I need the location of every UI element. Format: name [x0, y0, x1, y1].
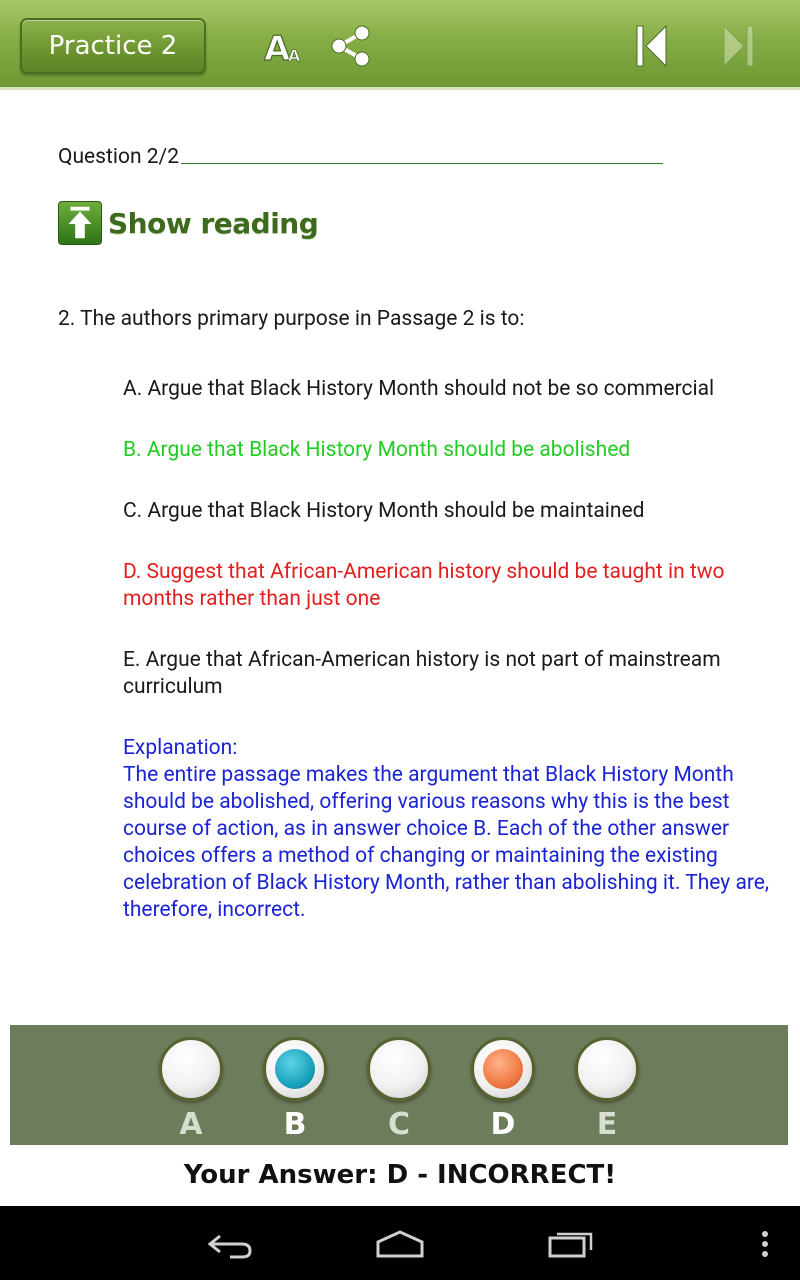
show-reading-label: Show reading	[108, 206, 319, 240]
question-counter: Question 2/2	[58, 145, 180, 169]
option-letter-b: B	[283, 1107, 307, 1142]
top-toolbar	[0, 0, 800, 90]
selected-dot	[483, 1049, 523, 1089]
option-a[interactable]	[158, 1037, 224, 1145]
up-arrow-icon	[58, 201, 102, 245]
system-nav-bar	[0, 1206, 800, 1280]
option-b[interactable]	[262, 1037, 328, 1145]
svg-text:A: A	[264, 29, 291, 68]
radio-circle-d[interactable]	[471, 1037, 535, 1101]
option-letter-c: C	[387, 1107, 411, 1142]
option-letter-d: D	[490, 1107, 516, 1142]
share-icon[interactable]	[328, 24, 372, 68]
home-icon[interactable]	[374, 1228, 426, 1260]
radio-circle-a[interactable]	[159, 1037, 223, 1101]
correct-dot	[275, 1049, 315, 1089]
next-icon[interactable]	[718, 24, 758, 68]
choice-b: B. Argue that Black History Month should be abolished	[123, 438, 631, 462]
radio-circle-e[interactable]	[575, 1037, 639, 1101]
option-d[interactable]	[470, 1037, 536, 1145]
option-e[interactable]	[574, 1037, 640, 1145]
explanation	[123, 735, 788, 924]
option-letter-a: A	[179, 1107, 203, 1142]
explanation-title: Explanation:	[123, 736, 238, 760]
practice-button[interactable]: Practice 2	[20, 18, 206, 74]
explanation-text: The entire passage makes the argument that Black History Month should be abolished, offering various reasons why this is the best course of action, as in answer choice B. Each of the other answer choices offers a method of changing or maintaining the existing celebration of Black History Month, rather than abolishing it. They are, therefore, incorrect.	[123, 763, 770, 922]
radio-circle-c[interactable]	[367, 1037, 431, 1101]
show-reading-button[interactable]	[58, 201, 318, 245]
overflow-menu-icon[interactable]	[760, 1228, 770, 1260]
choice-c: C. Argue that Black History Month should be maintained	[123, 499, 645, 523]
answer-selector-bar	[10, 1025, 788, 1145]
question-header	[58, 145, 663, 169]
recent-apps-icon[interactable]	[548, 1228, 594, 1260]
choice-e: E. Argue that African-American history is not part of mainstream curriculum	[123, 648, 721, 699]
option-c[interactable]	[366, 1037, 432, 1145]
choice-a: A. Argue that Black History Month should not be so commercial	[123, 377, 715, 401]
font-size-icon[interactable]	[262, 24, 306, 68]
header-divider	[181, 163, 663, 164]
option-letter-e: E	[596, 1107, 618, 1142]
question-text: 2. The authors primary purpose in Passage 2 is to:	[58, 307, 525, 331]
previous-icon[interactable]	[632, 24, 672, 68]
choice-d: D. Suggest that African-American history should be taught in two months rather than just one	[123, 560, 725, 611]
back-icon[interactable]	[206, 1228, 254, 1260]
result-text: Your Answer: D - INCORRECT!	[183, 1160, 617, 1190]
svg-text:A: A	[288, 46, 301, 65]
radio-circle-b[interactable]	[263, 1037, 327, 1101]
